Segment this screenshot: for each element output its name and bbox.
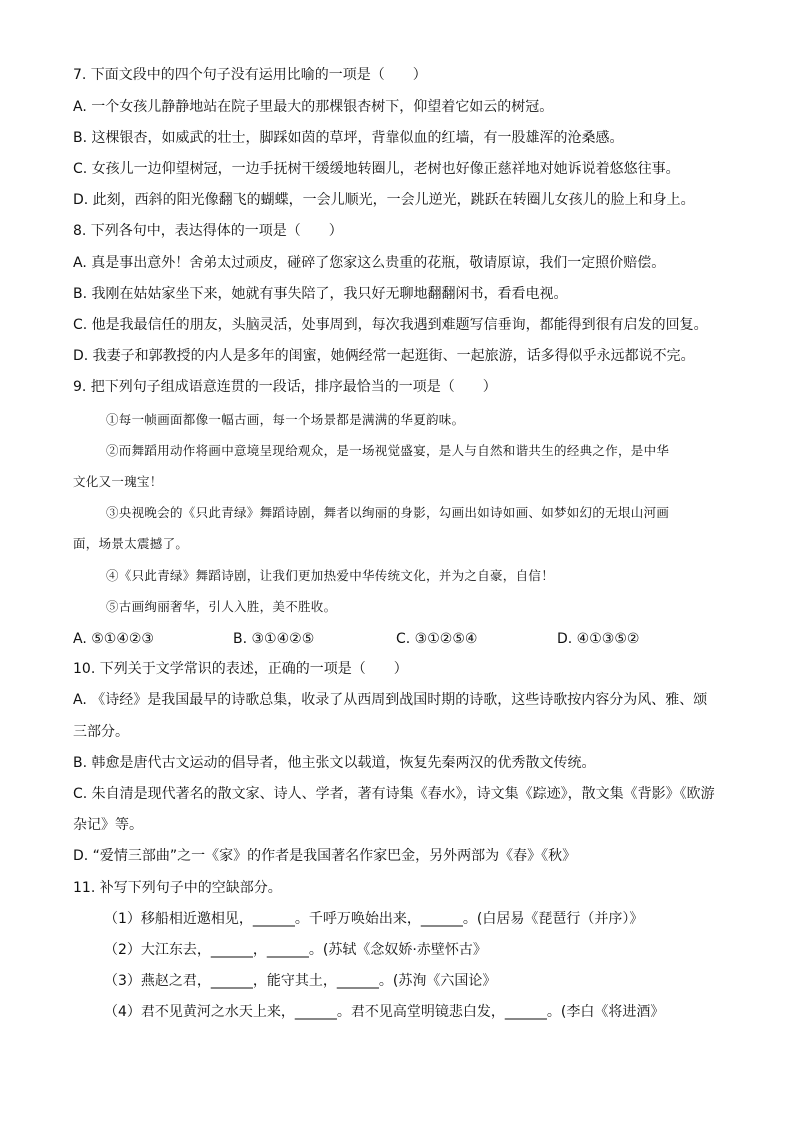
q9-sentence-2: ②而舞蹈用动作将画中意境呈现给观众，是一场视觉盛宴，是人与自然和谐共生的经典之作，是中华 xyxy=(106,443,670,458)
q9-sentence-2-cont: 文化又一瑰宝！ xyxy=(73,474,163,489)
q8-option-a: A. 真是事出意外！舍弟太过顽皮，碰碎了您家这么贵重的花瓶，敬请原谅，我们一定照价赔偿。 xyxy=(73,255,666,271)
q7-option-c: C. 女孩儿一边仰望树冠，一边手抚树干缓缓地转圈儿，老树也好像正慈祥地对她诉说着悠悠往事。 xyxy=(73,161,680,177)
q9-sentence-3-cont: 面，场景太震撼了。 xyxy=(73,536,189,551)
q11-line-3: （3）燕赵之君，______，能守其土，______。(苏洵《六国论》 xyxy=(104,973,497,989)
q9-option-a: A. ⑤①④②③ xyxy=(73,631,154,647)
q9-option-d: D. ④①③⑤② xyxy=(557,631,640,647)
q11-line-2: （2）大江东去，______，______。(苏轼《念奴娇·赤壁怀古》 xyxy=(104,942,487,958)
q7-option-b: B. 这棵银杏，如威武的壮士，脚踩如茵的草坪，背靠似血的红墙，有一股雄浑的沧桑感。 xyxy=(73,130,624,146)
q11-stem: 11. 补写下列句子中的空缺部分。 xyxy=(73,880,282,896)
q9-sentence-3: ③央视晚会的《只此青绿》舞蹈诗剧，舞者以绚丽的身影，勾画出如诗如画、如梦如幻的无垠山河画 xyxy=(106,505,670,520)
q10-option-a: A. 《诗经》是我国最早的诗歌总集，收录了从西周到战国时期的诗歌，这些诗歌按内容分为风、雅、颂 xyxy=(73,692,708,708)
q10-option-c-cont: 杂记》等。 xyxy=(73,817,143,833)
q9-sentence-5: ⑤古画绚丽奢华，引人入胜，美不胜收。 xyxy=(106,599,337,614)
q7-option-d: D. 此刻，西斜的阳光像翻飞的蝴蝶，一会儿顺光，一会儿逆光，跳跃在转圈儿女孩儿的脸上和身上。 xyxy=(73,192,695,208)
q10-option-d: D. “爱情三部曲”之一《家》的作者是我国著名作家巴金，另外两部为《春》《秋》 xyxy=(73,848,577,864)
q7-stem: 7. 下面文段中的四个句子没有运用比喻的一项是（ ） xyxy=(73,67,427,83)
q8-option-b: B. 我刚在姑姑家坐下来，她就有事失陪了，我只好无聊地翻翻闲书，看看电视。 xyxy=(73,286,568,302)
q10-option-c: C. 朱自清是现代著名的散文家、诗人、学者，著有诗集《春水》，诗文集《踪迹》，散文集《背影》《欧游 xyxy=(73,786,715,802)
q8-option-d: D. 我妻子和郭教授的内人是多年的闺蜜，她俩经常一起逛街、一起旅游，话多得似乎永远都说不完。 xyxy=(73,348,695,364)
q7-option-a: A. 一个女孩儿静静地站在院子里最大的那棵银杏树下，仰望着它如云的树冠。 xyxy=(73,99,554,115)
q10-stem: 10. 下列关于文学常识的表述，正确的一项是（ ） xyxy=(73,661,408,677)
q9-sentence-1: ①每一帧画面都像一幅古画，每一个场景都是满满的华夏韵味。 xyxy=(106,412,465,427)
q10-option-a-cont: 三部分。 xyxy=(73,724,129,740)
q9-option-b: B. ③①④②⑤ xyxy=(233,631,315,647)
q8-stem: 8. 下列各句中，表达得体的一项是（ ） xyxy=(73,223,343,239)
q9-stem: 9. 把下列句子组成语意连贯的一段话，排序最恰当的一项是（ ） xyxy=(73,379,497,395)
q8-option-c: C. 他是我最信任的朋友，头脑灵活，处事周到，每次我遇到难题写信垂询，都能得到很有启发的回复。 xyxy=(73,317,708,333)
q11-line-4: （4）君不见黄河之水天上来，______。君不见高堂明镜悲白发，______。(李白《将进酒》 xyxy=(104,1004,665,1020)
q10-option-b: B. 韩愈是唐代古文运动的倡导者，他主张文以载道，恢复先秦两汉的优秀散文传统。 xyxy=(73,755,596,771)
q11-line-1: （1）移船相近邀相见，______。千呼万唤始出来，______。(白居易《琵琶行（并序）》 xyxy=(104,911,644,927)
q9-option-c: C. ③①②⑤④ xyxy=(396,631,478,647)
q9-sentence-4: ④《只此青绿》舞蹈诗剧，让我们更加热爱中华传统文化，并为之自豪，自信！ xyxy=(106,568,555,583)
